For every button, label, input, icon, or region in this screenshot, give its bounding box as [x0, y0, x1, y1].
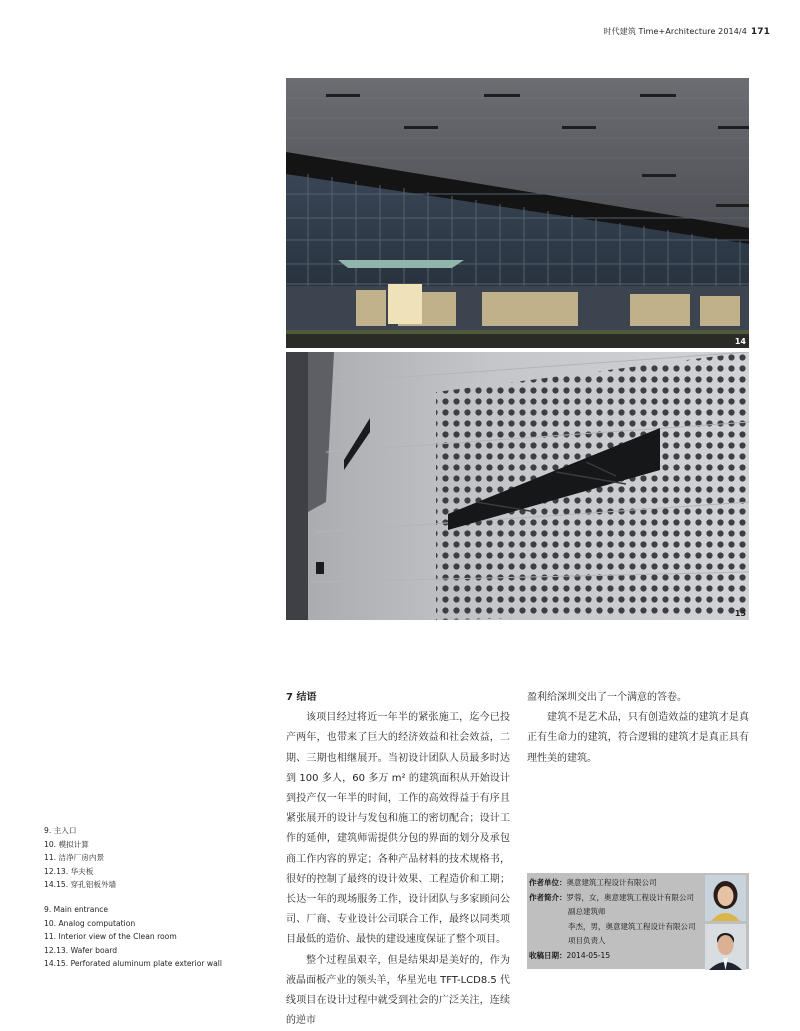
paragraph: 整个过程虽艰辛，但是结果却是美好的，作为液晶面板产业的领头羊，华星光电 TFT-LCD8.5 代线项目在设计过程中就受到社会的广泛关注，连续的逆市 [286, 954, 510, 1027]
caption-line: 12.13. 华夫板 [44, 866, 94, 876]
photo-14-building-facade [286, 78, 749, 348]
perforated-wall-illustration [286, 352, 749, 620]
caption-line: 12.13. Wafer board [44, 945, 118, 955]
received-date-label: 收稿日期： [529, 950, 567, 960]
caption-line: 10. 模拟计算 [44, 839, 89, 849]
author-intro-line: 罗蓉，女，奥意建筑工程设计有限公司 [566, 892, 694, 902]
caption-line: 11. 洁净厂房内景 [44, 853, 105, 862]
author-unit-label: 作者单位： [529, 878, 567, 887]
author-unit-row [529, 876, 705, 891]
caption-line: 9. 主入口 [44, 826, 77, 835]
caption-line: 14.15. 穿孔铝板外墙 [44, 880, 117, 889]
paragraph: 该项目经过将近一年半的紧张施工，迄今已投产两年，也带来了巨大的经济效益和社会效益，二期、三期也相继展开。当初设计团队人员最多时达到 100 多人，60 多万 m² 的建筑面积从开始设计到投产仅一年半的时间，工作的高效得益于有序且紧张展开的设计与发包和施工的密切配合；设计工作的延伸，建筑师需提供分包的界面的划分及承包商工作内容的界定；各种产品材料的技术规格书，很好的控制了最终的设计效果、工程造价和工期；长达一年的现场服务工作，设计团队与多家顾问公司、厂商、专业设计公司联合工作，最终以同类项目最低的造价、最快的建设速度保证了整个项目。 [286, 712, 510, 946]
author-intro-row [529, 891, 705, 906]
received-date-row [529, 949, 705, 964]
paragraph: 建筑不是艺术品，只有创造效益的建筑才是真正有生命力的建筑，符合逻辑的建筑才是真正具有理性美的建筑。 [527, 712, 749, 764]
author-info-box [527, 873, 749, 969]
photo-15-perforated-facade [286, 352, 749, 620]
author-intro-label: 作者简介： [529, 892, 567, 902]
journal-title: 时代建筑 Time+Architecture 2014/4 [603, 27, 747, 36]
author-intro-line: 副总建筑师 [568, 907, 606, 917]
author-intro-line: 李杰，男，奥意建筑工程设计有限公司 [568, 921, 696, 931]
caption-line: 11. Interior view of the Clean room [44, 932, 177, 941]
author-details [529, 876, 705, 964]
section-title: 7 结语 [286, 692, 317, 703]
paragraph-continuation: 盈利给深圳交出了一个满意的答卷。 [527, 692, 687, 703]
author-photo-luo-rong [705, 875, 746, 921]
author-unit-value: 奥意建筑工程设计有限公司 [566, 878, 657, 887]
figure-number-15: 15 [734, 609, 746, 618]
page-number: 171 [750, 27, 770, 37]
figure-number-14: 14 [734, 337, 746, 346]
caption-line: 10. Analog computation [44, 918, 136, 928]
article-column-left [286, 688, 510, 1031]
author-intro-line: 项目负责人 [568, 936, 606, 946]
caption-line: 9. Main entrance [44, 905, 109, 914]
running-header [604, 26, 770, 37]
facade-illustration [286, 78, 749, 348]
captions-english [44, 903, 274, 971]
captions-chinese [44, 824, 274, 892]
article-column-right [527, 688, 749, 769]
caption-line: 14.15. Perforated aluminum plate exterior wall [44, 959, 222, 968]
author-photo-li-jie [705, 924, 746, 970]
received-date-value: 2014-05-15 [566, 950, 611, 960]
